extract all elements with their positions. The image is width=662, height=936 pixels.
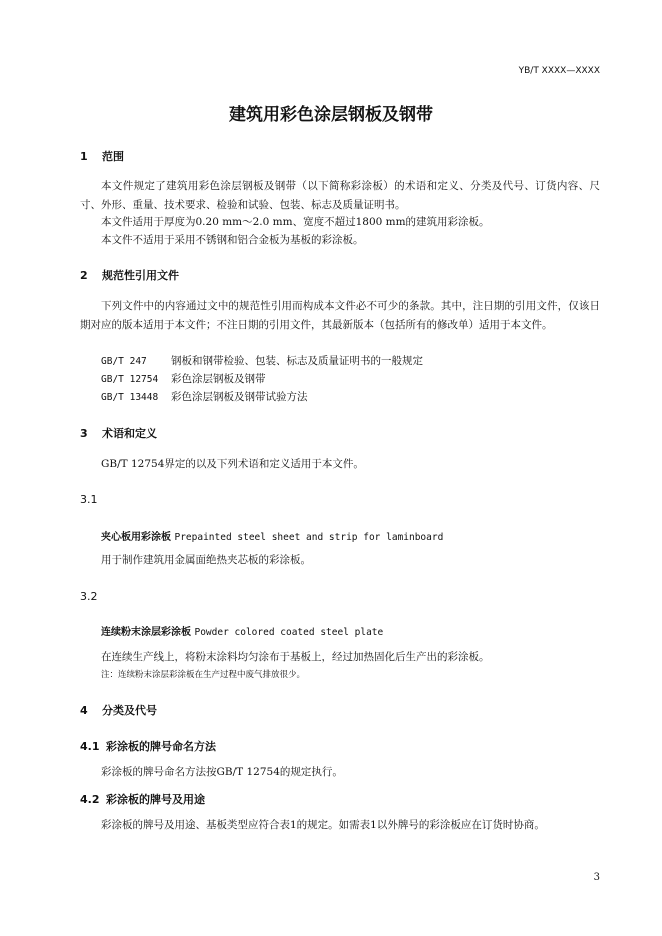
- section-1-paragraph-1: 本文件规定了建筑用彩色涂层钢板及钢带（以下简称彩涂板）的术语和定义、分类及代号、订货内容、尺寸、外形、重量、技术要求、检验和试验、包装、标志及质量证明书。: [80, 180, 600, 211]
- section-4-heading: [80, 702, 157, 718]
- section-2-paragraph-1: 下列文件中的内容通过文中的规范性引用而构成本文件必不可少的条款。其中，注日期的引用文件，仅该日期对应的版本适用于本文件；不注日期的引用文件，其最新版本（包括所有的修改单）适用于本文件。: [80, 300, 600, 331]
- section-1-paragraph-2: 本文件适用于厚度为0.20 mm～2.0 mm、宽度不超过1800 mm的建筑用彩涂板。: [101, 216, 490, 228]
- subsection-number: 4.1: [80, 740, 100, 753]
- section-title: 范围: [102, 150, 124, 163]
- term-chinese: 夹心板用彩涂板: [101, 532, 171, 543]
- section-number: 2: [80, 269, 88, 282]
- section-3-heading: [80, 425, 157, 441]
- section-2-heading: [80, 267, 179, 283]
- section-number: 1: [80, 150, 88, 163]
- subsection-title: 彩涂板的牌号命名方法: [106, 740, 216, 753]
- section-3-paragraph-1: GB/T 12754界定的以及下列术语和定义适用于本文件。: [101, 458, 364, 470]
- term-title: [101, 528, 443, 543]
- reference-code: GB/T 13448: [101, 392, 159, 403]
- subsection-4-1-heading: [80, 738, 216, 754]
- section-1-paragraph-3: 本文件不适用于采用不锈钢和铝合金板为基板的彩涂板。: [101, 234, 364, 246]
- reference-item: [101, 352, 423, 371]
- reference-item: [101, 370, 266, 389]
- term-number: 3.2: [80, 590, 98, 603]
- subsection-4-2-heading: [80, 791, 205, 807]
- section-number: 3: [80, 427, 88, 440]
- reference-title: 彩色涂层钢板及钢带: [171, 373, 266, 385]
- section-number: 4: [80, 704, 88, 717]
- term-english: Prepainted steel sheet and strip for laminboard: [174, 532, 444, 543]
- term-number: 3.1: [80, 493, 98, 506]
- reference-item: [101, 388, 308, 407]
- page-number: 3: [593, 872, 600, 883]
- reference-title: 钢板和钢带检验、包装、标志及质量证明书的一般规定: [171, 355, 423, 367]
- reference-title: 彩色涂层钢板及钢带试验方法: [171, 391, 308, 403]
- term-definition: 用于制作建筑用金属面绝热夹芯板的彩涂板。: [101, 554, 311, 566]
- section-1-heading: [80, 148, 124, 164]
- subsection-title: 彩涂板的牌号及用途: [106, 793, 205, 806]
- standard-number: YB/T XXXX—XXXX: [518, 66, 600, 76]
- subsection-number: 4.2: [80, 793, 100, 806]
- term-english: Powder colored coated steel plate: [194, 627, 384, 638]
- subsection-4-2-text: 彩涂板的牌号及用途、基板类型应符合表1的规定。如需表1以外牌号的彩涂板应在订货时协商。: [101, 819, 545, 831]
- section-title: 术语和定义: [102, 427, 157, 440]
- reference-code: GB/T 247: [101, 356, 147, 367]
- subsection-4-1-text: 彩涂板的牌号命名方法按GB/T 12754的规定执行。: [101, 766, 343, 778]
- section-title: 分类及代号: [102, 704, 157, 717]
- reference-code: GB/T 12754: [101, 374, 159, 385]
- term-definition: 在连续生产线上，将粉末涂料均匀涂布于基板上，经过加热固化后生产出的彩涂板。: [101, 651, 490, 663]
- term-chinese: 连续粉末涂层彩涂板: [101, 627, 191, 638]
- document-title: 建筑用彩色涂层钢板及钢带: [229, 105, 433, 125]
- term-title: [101, 623, 383, 638]
- section-title: 规范性引用文件: [102, 269, 179, 282]
- term-note: 注：连续粉末涂层彩涂板在生产过程中废气排放很少。: [101, 670, 306, 680]
